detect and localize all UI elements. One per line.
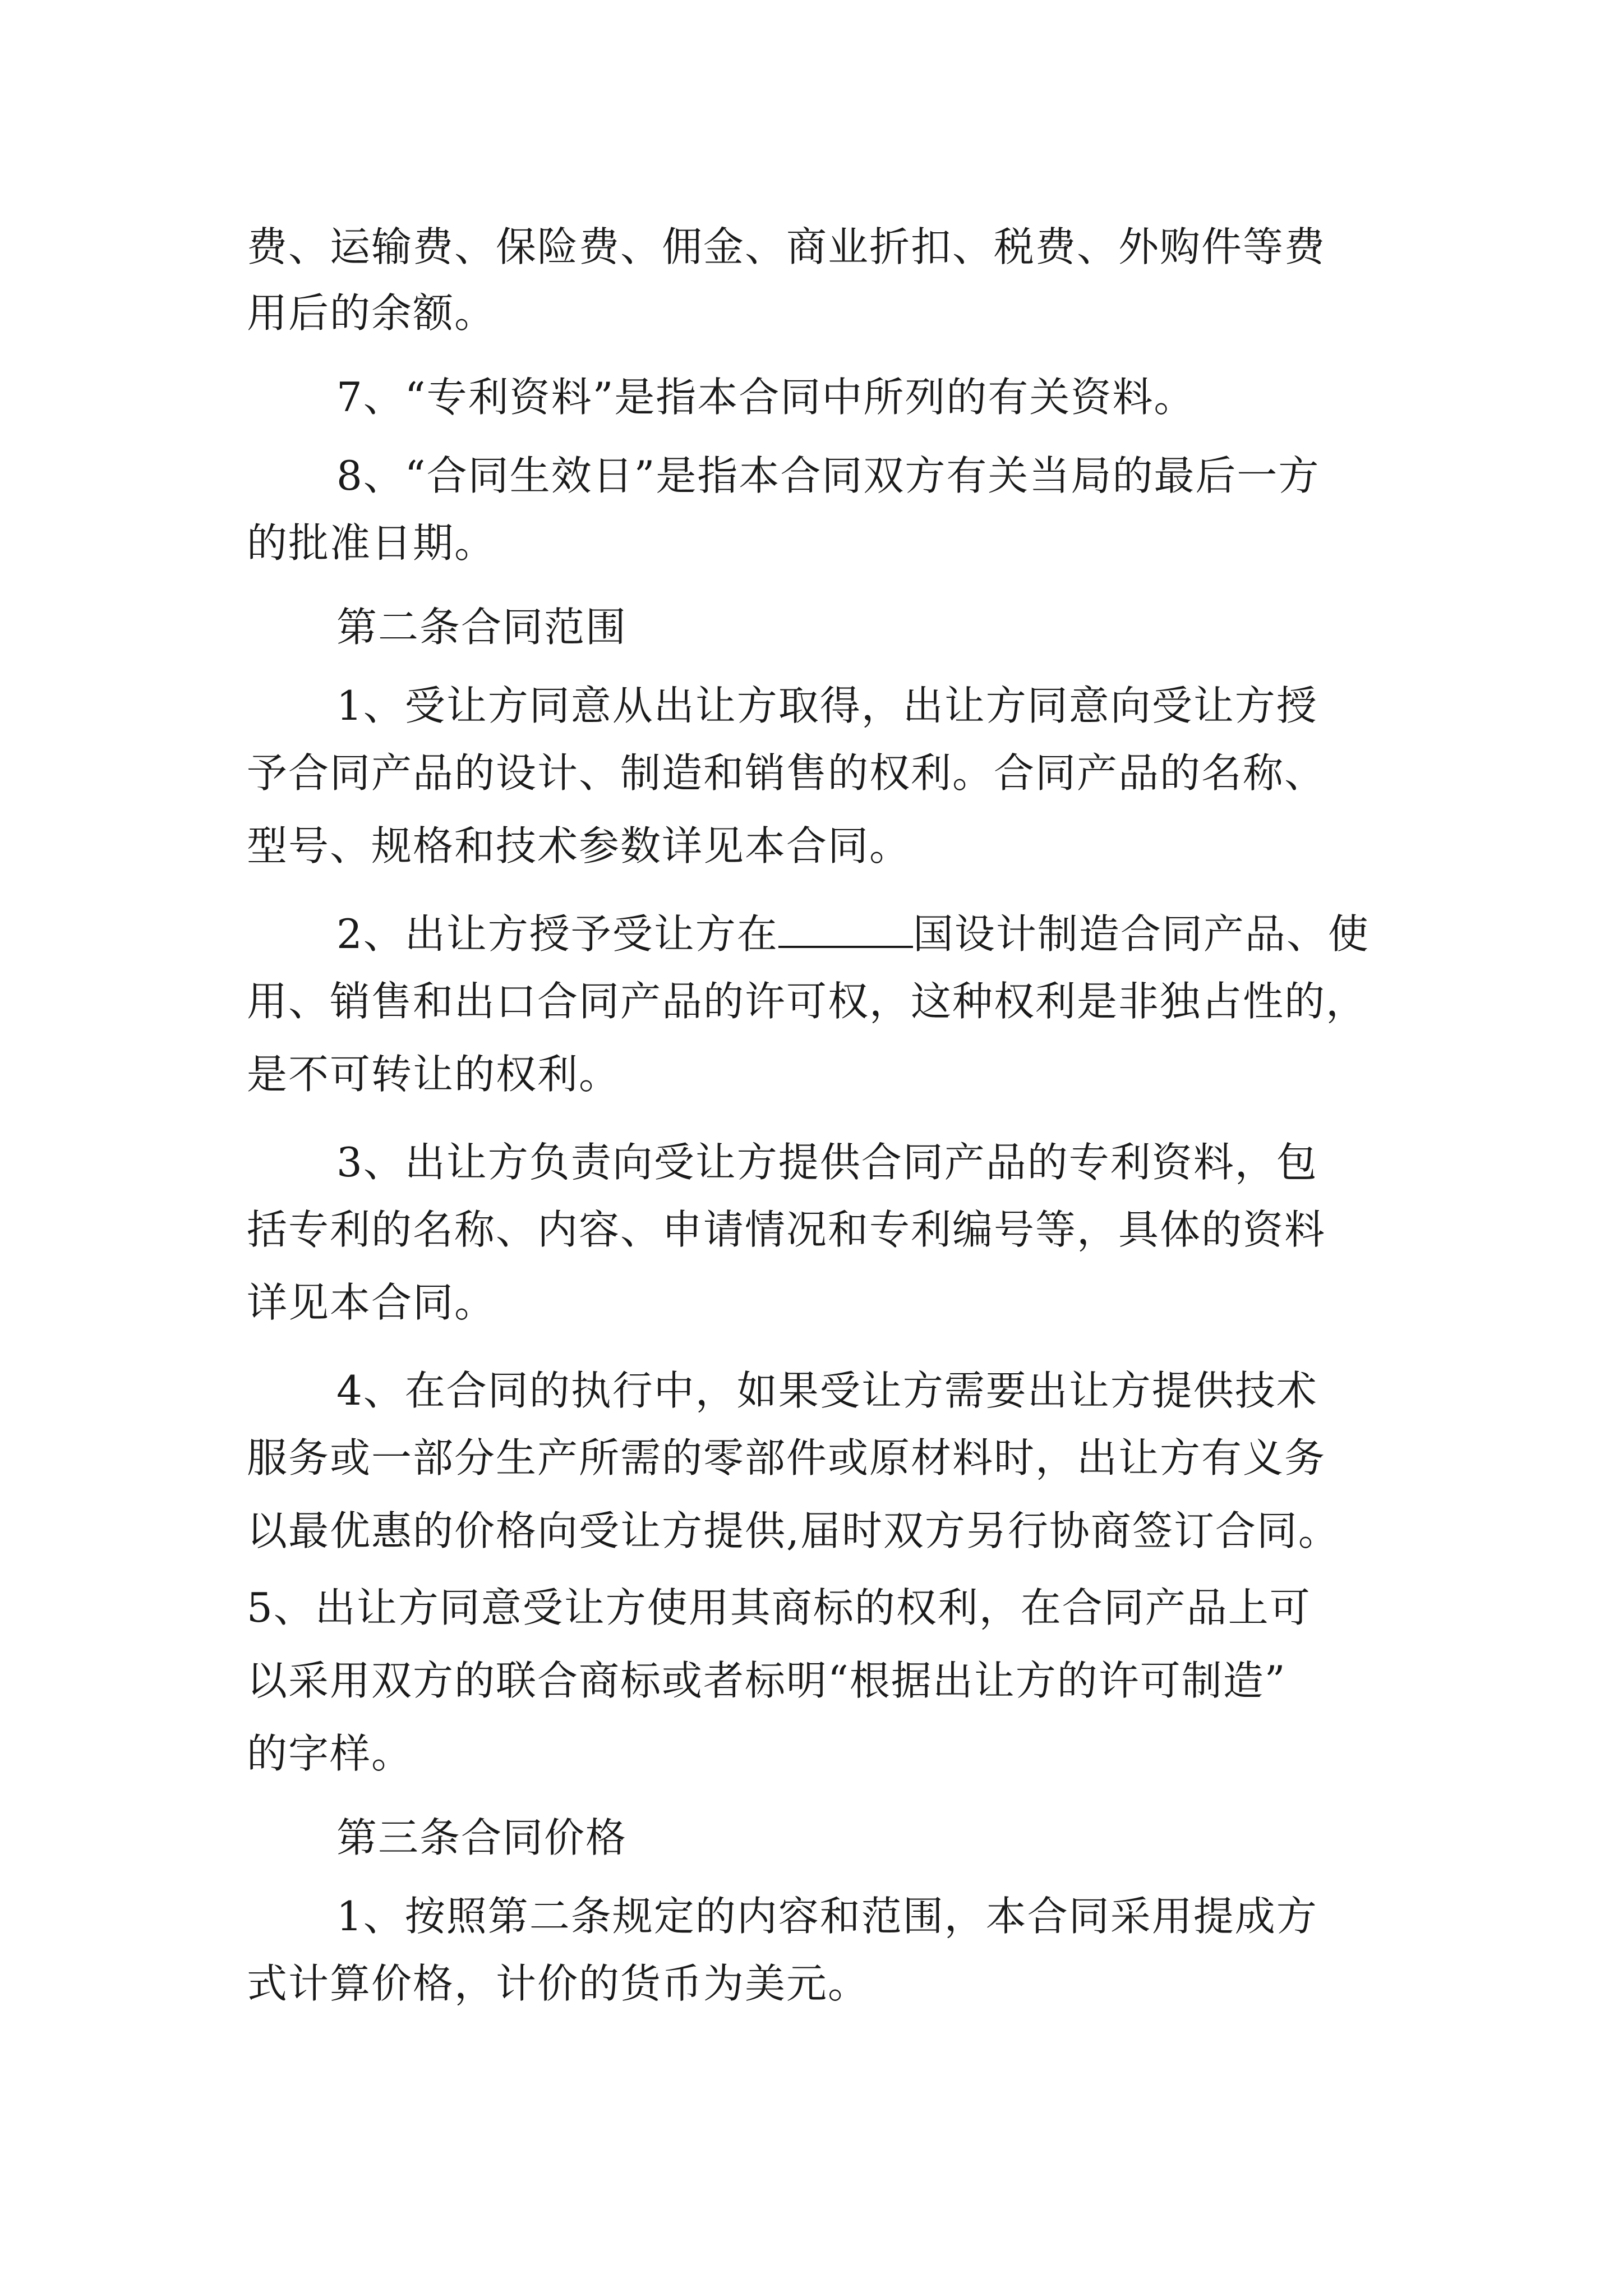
text-line: 4、在合同的执行中，如果受让方需要出让方提供技术 [336,1367,1318,1414]
text-line-with-blank [336,906,1514,962]
text-line: 费、运输费、保险费、佣金、商业折扣、税费、外购件等费 [247,223,1326,270]
text-line: 5、出让方同意受让方使用其商标的权利，在合同产品上可 [247,1584,1311,1631]
text-line: 1、受让方同意从出让方取得，出让方同意向受让方授 [336,682,1318,729]
text-segment: 2、出让方授予受让方在 [336,910,778,958]
section-heading: 第三条合同价格 [336,1814,628,1861]
fill-in-blank [778,911,913,948]
text-segment: 国设计制造合同产品、使 [912,910,1370,958]
text-line: 括专利的名称、内容、申请情况和专利编号等，具体的资料 [247,1206,1326,1253]
text-line: 用、销售和出口合同产品的许可权，这种权利是非独占性的， [247,978,1368,1025]
section-heading: 第二条合同范围 [336,604,628,651]
text-line: 式计算价格，计价的货币为美元。 [247,1960,870,2007]
text-line: 用后的余额。 [247,289,496,337]
text-line: 予合同产品的设计、制造和销售的权利。合同产品的名称、 [247,749,1326,797]
text-line: 3、出让方负责向受让方提供合同产品的专利资料，包 [336,1139,1318,1186]
text-line: 服务或一部分生产所需的零部件或原材料时，出让方有义务 [247,1434,1326,1481]
text-line: 以最优惠的价格向受让方提供,届时双方另行协商签订合同。 [247,1507,1340,1554]
text-line: 1、按照第二条规定的内容和范围，本合同采用提成方 [336,1893,1318,1940]
text-line: 的批准日期。 [247,519,496,567]
text-line: 型号、规格和技术参数详见本合同。 [247,822,911,869]
text-line: 8、“合同生效日”是指本合同双方有关当局的最后一方 [336,452,1320,499]
text-line: 7、“专利资料”是指本合同中所列的有关资料。 [336,374,1196,421]
text-line: 详见本合同。 [247,1279,496,1326]
text-line: 是不可转让的权利。 [247,1051,621,1098]
text-line: 的字样。 [247,1730,413,1777]
text-line: 以采用双方的联合商标或者标明“根据出让方的许可制造” [247,1657,1287,1704]
